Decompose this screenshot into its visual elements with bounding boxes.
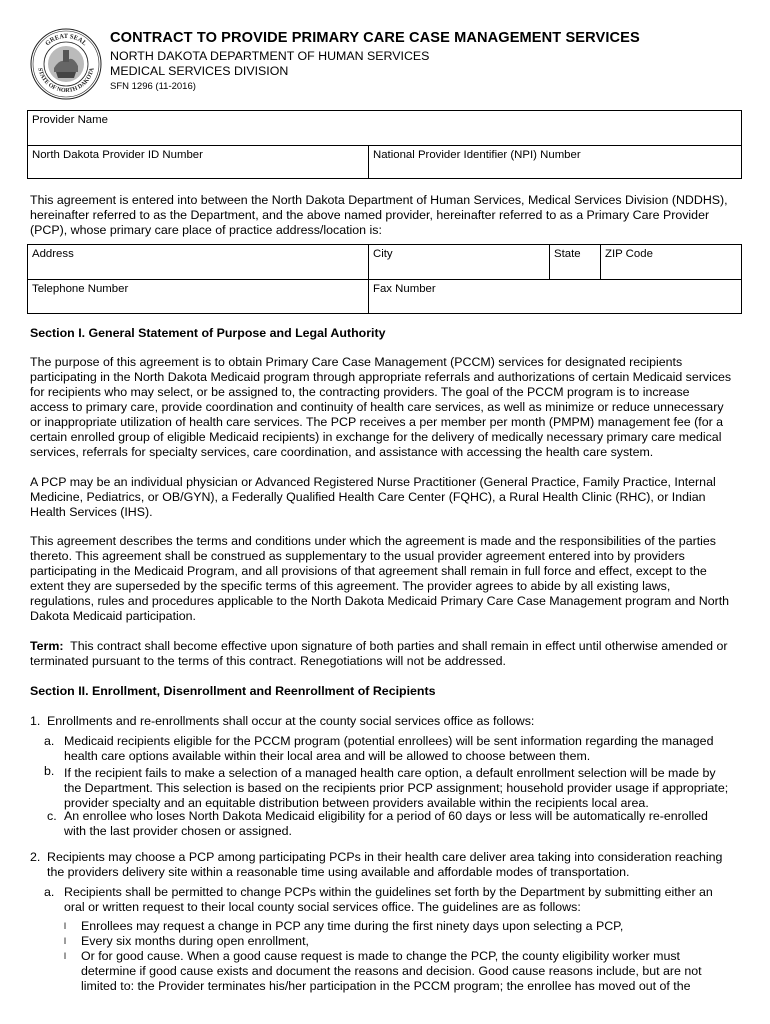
- npi-field[interactable]: [369, 146, 741, 178]
- section-1-paragraph-2: [30, 475, 744, 520]
- list-marker: b.: [44, 764, 55, 778]
- state-label: State: [554, 248, 581, 260]
- svg-text:GREAT SEAL: GREAT SEAL: [44, 32, 88, 48]
- bullet-item: [64, 949, 744, 994]
- term-label: Term:: [30, 639, 64, 653]
- department-name: NORTH DAKOTA DEPARTMENT OF HUMAN SERVICES: [110, 49, 430, 63]
- bullet-marker: l: [64, 921, 66, 931]
- list-text: Medicaid recipients eligible for the PCCM program (potential enrollees) will be sent information regarding the managed: [64, 734, 714, 748]
- svg-text:STATE OF NORTH DAKOTA: STATE OF NORTH DAKOTA: [36, 67, 96, 95]
- paragraph-line: participating in the North Dakota Medicaid program through appropriate referrals and authorizations of certain Medicaid services: [30, 370, 732, 384]
- list-item-2: [30, 850, 744, 880]
- list-marker: c.: [47, 809, 57, 823]
- intro-line: This agreement is entered into between the North Dakota Department of Human Services, Medical Services Division (NDDHS),: [30, 193, 728, 207]
- paragraph-line: thereto. This agreement shall be construed as supplementary to the usual provider agreement entered into by providers: [30, 549, 685, 563]
- bullet-text: Enrollees may request a change in PCP any time during the first ninety days upon selecting a PCP,: [81, 919, 624, 933]
- paragraph-line: access to primary care, provide coordination and continuity of health care services, as well as minimize or reduce unnecessary: [30, 400, 724, 414]
- provider-info-box: [27, 110, 742, 179]
- list-item-1: [30, 714, 744, 729]
- intro-paragraph: [30, 193, 744, 238]
- intro-line: (PCP), whose primary care place of practice address/location is:: [30, 223, 382, 237]
- city-label: City: [373, 248, 393, 260]
- fax-field[interactable]: [369, 280, 741, 313]
- provider-id-field[interactable]: [28, 146, 369, 178]
- division-name: MEDICAL SERVICES DIVISION: [110, 64, 289, 78]
- term-text: This contract shall become effective upon signature of both parties and shall remain in effect until otherwise amended or: [63, 639, 728, 653]
- list-marker: a.: [44, 734, 55, 748]
- list-item-2a: [44, 885, 744, 915]
- list-text: An enrollee who loses North Dakota Medicaid eligibility for a period of 60 days or less will be automatically re-enrolled: [64, 809, 708, 823]
- paragraph-line: This agreement describes the terms and conditions under which the agreement is made and the responsibilities of the parties: [30, 534, 716, 548]
- paragraph-line: Health Services (IHS).: [30, 505, 153, 519]
- paragraph-line: services, referrals for specialty services, care coordination, and assistance with accessing the health care system.: [30, 445, 654, 459]
- list-item-1b: [44, 764, 744, 811]
- provider-name-field[interactable]: [28, 111, 741, 145]
- term-paragraph: [30, 639, 744, 669]
- paragraph-line: Dakota Medicaid participation.: [30, 609, 196, 623]
- section-1-paragraph-3: [30, 534, 744, 624]
- bullet-list: [64, 919, 744, 994]
- city-field[interactable]: [369, 245, 550, 279]
- bullet-text: Every six months during open enrollment,: [81, 934, 309, 948]
- provider-id-label: North Dakota Provider ID Number: [32, 149, 203, 161]
- bullet-text: Or for good cause. When a good cause request is made to change the PCP, the county eligibility worker must: [81, 949, 680, 963]
- paragraph-line: regulations, rules and procedures applicable to the North Dakota Medicaid Primary Care Case Management program and North: [30, 594, 730, 608]
- bullet-text: limited to: the Provider terminates his/her participation in the PCCM program; the enrollee has moved out of the: [81, 979, 691, 993]
- list-text: provider specialty and an equitable distribution between providers available within the recipients local area.: [64, 796, 649, 810]
- paragraph-line: participating in the Medicaid Program, and all provisions of that agreement shall remain in full force and effect, except to the: [30, 564, 707, 578]
- section-2-heading: Section II. Enrollment, Disenrollment and Reenrollment of Recipients: [30, 684, 436, 698]
- npi-label: National Provider Identifier (NPI) Number: [373, 149, 581, 161]
- zip-label: ZIP Code: [605, 248, 653, 260]
- paragraph-line: for recipients who may select, or be assigned to, the contracting providers. The goal of the PCCM program is to increase: [30, 385, 690, 399]
- list-item-1a: [44, 734, 744, 764]
- list-item-1c: [44, 809, 744, 839]
- bullet-marker: l: [64, 936, 66, 946]
- bullet-text: determine if good cause exists and document the reasons and decision. Good cause reasons include, but are not: [81, 964, 702, 978]
- state-field[interactable]: [550, 245, 601, 279]
- list-text: Recipients may choose a PCP among participating PCPs in their health care deliver area taking into consideration reaching: [47, 850, 723, 864]
- intro-line: hereinafter referred to as the Department, and the above named provider, hereinafter referred to as a Primary Care Provider: [30, 208, 710, 222]
- address-box: [27, 244, 742, 314]
- paragraph-line: A PCP may be an individual physician or Advanced Registered Nurse Practitioner (General Practice, Family Practice, Internal: [30, 475, 716, 489]
- document-header: [110, 30, 640, 92]
- list-marker: a.: [44, 885, 55, 899]
- address-label: Address: [32, 248, 74, 260]
- list-text: with the last provider chosen or assigned.: [64, 824, 292, 838]
- telephone-label: Telephone Number: [32, 283, 129, 295]
- list-marker: 1.: [30, 714, 41, 728]
- list-text: the Department. This selection is based on the recipients prior PCP assignment; household provider usage if appropriate;: [64, 781, 729, 795]
- document-title: CONTRACT TO PROVIDE PRIMARY CARE CASE MANAGEMENT SERVICES: [110, 30, 640, 46]
- zip-field[interactable]: [601, 245, 741, 279]
- paragraph-line: extent they are superseded by the specific terms of this agreement. The provider agrees to abide by all existing laws,: [30, 579, 671, 593]
- form-number: SFN 1296 (11-2016): [110, 81, 196, 92]
- paragraph-line: certain enrolled group of eligible Medicaid recipients) in exchange for the delivery of medically necessary primary care medical: [30, 430, 722, 444]
- section-1-heading: Section I. General Statement of Purpose and Legal Authority: [30, 326, 386, 340]
- telephone-field[interactable]: [28, 280, 369, 313]
- list-text: Recipients shall be permitted to change PCPs within the guidelines set forth by the Department by submitting either an: [64, 885, 713, 899]
- list-text: oral or written request to their local county social services office. The guidelines are as follows:: [64, 900, 581, 914]
- provider-name-label: Provider Name: [32, 114, 108, 126]
- section-1-paragraph-1: [30, 355, 744, 460]
- state-seal-logo: [30, 28, 102, 100]
- bullet-marker: l: [64, 951, 66, 961]
- bullet-item: [64, 919, 744, 934]
- list-text: If the recipient fails to make a selection of a managed health care option, a default enrollment selection will be made by: [64, 766, 716, 780]
- paragraph-line: or inappropriate utilization of health care services. The PCP receives a per member per month (PMPM) management fee (for a: [30, 415, 724, 429]
- fax-label: Fax Number: [373, 283, 436, 295]
- paragraph-line: Medicine, Pediatrics, or OB/GYN), a Federally Qualified Health Care Center (FQHC), a Rural Health Clinic (RHC), or Indian: [30, 490, 706, 504]
- list-marker: 2.: [30, 850, 41, 864]
- list-text: health care options available within their local area and will be allowed to choose between them.: [64, 749, 591, 763]
- paragraph-line: The purpose of this agreement is to obtain Primary Care Case Management (PCCM) services for designated recipients: [30, 355, 683, 369]
- term-text: terminated pursuant to the terms of this contract. Renegotiations will not be addressed.: [30, 654, 506, 668]
- list-text: Enrollments and re-enrollments shall occur at the county social services office as follows:: [47, 714, 535, 728]
- address-field[interactable]: [28, 245, 369, 279]
- list-text: the providers delivery site within a reasonable time using available and affordable modes of transportation.: [47, 865, 630, 879]
- bullet-item: [64, 934, 744, 949]
